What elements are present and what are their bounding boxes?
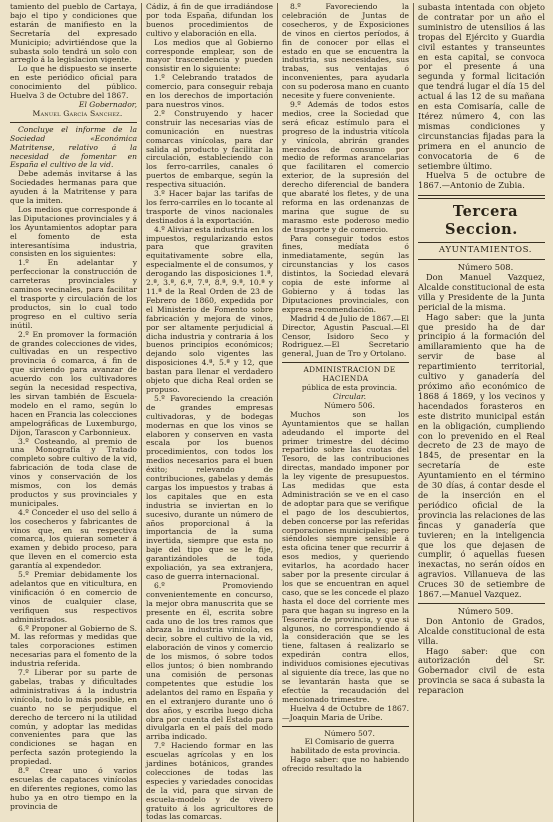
paragraph: Huelva 5 de octubre de 1867.—Antonio de Zubia. [418, 170, 545, 191]
column-2 [142, 3, 278, 822]
paragraph: tamiento del pueblo de Cartaya, bajo el tipo y condiciones que estarán de manifiesto en la Secretaría del expresado Municipio; advirtiéndose que la subasta solo tendrá un solo con arreglo á la legislacion vigente. [10, 2, 137, 65]
paragraph: 3.º Costeando, al premio de una Monografía y Tratado completo sobre cultivo de la vid, fabricación de toda clase de vinos y conservación de los mismos, con los demás productos y sus provinciales y municipales. [10, 436, 137, 508]
paragraph: Cádiz, á fin de que irradiándose por toda España, difundan los buenos procedimientos de cultivo y elaboración en ella. [146, 2, 273, 38]
paragraph: Los medios que corresponde á las Diputaciones provinciales y á los Ayuntamientos adoptar para el fomento de esta interesantísima industria, consisten en los siguientes: [10, 204, 137, 259]
section-subheading: pública de esta provincia. [301, 383, 398, 393]
paragraph: Para conseguir todos estos fines, medíata ó inmediatamente, según las circunstancias y los casos distintos, la Sociedad elevará copia de este informe al Gobierno y á todas las Diputaciones provinciales, con expresa recomendación. [282, 233, 409, 314]
paragraph: 9.º Además de todos estos medios, cree la Sociedad que será eficaz estímulo para el progreso de la industria vitícola y vinícola, abrirán grandes mercados de consumo por medio de reformas arancelarias que facilitaren el comercio exterior, de la supresión del derecho diferencial de bandera que abaraté los fletes, y de una reforma en las ordenanzas de marina que sugue de su marasmo este poderoso medio de trasporte y de comercio. [282, 99, 409, 234]
paragraph: 7.º Liberar por su parte de gabelas, trabas y dificultades administrativas á la industria vinícola, todo lo más posible, en cuanto no se perjudique el derecho de tercero ni la utilidad común, y adoptar las medidas convenientes para que las condiciones se hagan en perfecta sazón protegiendo la propiedad. [10, 668, 137, 767]
article-heading: Concluye el informe de la Sociedad «Económica Matritense, relativo á la necesidad de fomentar en España el cultivo de la vid. [10, 124, 137, 170]
paragraph: 5.º Premiar debidamente los adelantos que en viticultura, en vinificación ó en comercio de vinos de cualquier clase, verifiquen sus respectivos administrados. [10, 570, 137, 624]
notice-number: Número 507. [324, 728, 375, 738]
notice-number: Número 509. [457, 605, 514, 616]
paragraph: 7.º Haciendo formar en las escuelas agrícolas y en los jardines botánicos, grandes colecciones de todas las especies y variedades conocidas de la vid, para que sirvan de escuela-modelo y de vivero gratuito á los agricultores de todas las comarcas. [146, 741, 273, 822]
paragraph: Debe además invitarse á las Sociedades hermanas para que ayuden á la Matritense y para que la imiten. [10, 169, 137, 206]
paragraph: Hago saber: que con autorización del Sr. Gobernador civil de esta provincia se saca á subasta la reparacion [418, 645, 545, 696]
divider [282, 362, 409, 363]
paragraph: 6.º Proponer al Gobierno de S. M. las reformas y medidas que tales corporaciones estimen necesarias para el fomento de la industria referida. [10, 623, 137, 669]
column-1 [6, 3, 142, 822]
paragraph: Huelva 4 de Octubre de 1867.—Joaquin Maria de Uribe. [282, 703, 409, 722]
section-type: Circular. [332, 391, 367, 401]
signature-role: El Gobernador, [78, 99, 137, 109]
paragraph: 1.º En adelantar y perfeccionar la construcción de carreteras provinciales y caminos vecinales, para facilitar el trasporte y circulación de los productos, sin lo cual todo progreso en el cultivo sería inútil. [10, 258, 137, 330]
paragraph: Hago saber: que no habiendo ofrecido resultado la [282, 755, 409, 774]
divider [10, 122, 137, 123]
paragraph: Don Manuel Vazquez, Alcalde constitucional de esta villa y Presidente de la Junta pericial de la misma. [418, 272, 545, 312]
paragraph: Hago saber: que la junta que presido ha de dar principio á la formación del amillaramiento que ha de servir de base al repartimiento territorial, cultivo y ganadería del próximo año económico de 1868 á 1869, y los vecinos y hacendados forasteros en este distrito municipal están en la obligación, cumpliendo con lo prevenido en el Real decreto de 23 de mayo de 1845, de presentar en la secretaría de este Ayuntamiento en el término de 30 días, á contar desde el de la inserción en el periódico oficial de la provincia las relaciones de las fincas y ganadería que tuvieren; en la inteligencia que los que dejasen de cumplir, ó aquellas fuesen inexactas, no serán oídos en agravios. Villanueva de las Cruces 30 de setiembre de 1867.—Manuel Vazquez. [418, 311, 545, 600]
divider [418, 603, 545, 604]
paragraph: 3.º Hacer bajar las tarifas de los ferro-carriles en lo tocante al trasporte de vinos nacionales destinados á la exportación. [146, 189, 273, 225]
paragraph: Muchos son los Ayuntamientos que se hallan adeudando el importe del primer trimestre del décimo repartido sobre las cuotas del Tesoro, de las contribuciones directas, mandado imponer por la ley vigente de presupuestos. Las medidas que esta Administración se ve en el caso de adoptar para que se verifique el pago de los descubiertos, deben concerse por las referidas corporaciones municipales; pero siéndoles siempre sensible á esta oficina tener que recurrir á esos medios, y queriendo evitarlos, ha acordado hacer saber por la presente circular á los que se encuentran en aquel caso, que se les concede el plazo hasta el doce del corriente mes para que hagan su ingreso en la Tesorería de provincia, y que si algunos, no correspondiendo á la consideración que se les tiene, faltasen á realizarlo se expedirán contra ellos, individuos comisiones ejecutivas al siguiente día trece, las que no se levantarán hasta que se efectúe la recaudación del mencionado trimestre. [282, 409, 409, 704]
signature-name: Manuel García Sanchez. [32, 108, 123, 118]
paragraph: 2.º En promover la formación de grandes colecciones de vides, cultivadas en un respectivo provincia ó comarca, á fin de que sirviendo para avanzar de acuerdo con los cultivadores según la necesidad respectiva, les sirvan también de Escuela-modelo en el ramo, según lo hacen en Francia las colecciones ampelográficas de Luxemburgo, Dijon, Tarascon y Carbonnieux. [10, 329, 138, 437]
paragraph: subasta intentada con objeto de contratar por un año el suministro de utensilios á las tropas del Ejército y Guardia civil estantes y transeuntes en esta capital, se convoca por el presente á una segunda y formal licitación que tendrá lugar el día 15 del actual á las 12 de su mañana en esta Comisaría, calle de Itérez número 4, con las mismas condiciones y circunstancias fijadas para la primera en el anuncio de convocatoria de 6 de setiembre último. [418, 2, 545, 171]
paragraph: 1.º Celebrando tratados de comercio, para conseguir rebaja en los derechos de importación para nuestros vinos. [146, 73, 273, 109]
column-3 [278, 3, 414, 822]
paragraph: 8.º Favoreciendo la celebración de Juntas de cosecheros, y de Exposiciones de vinos en ciertos períodos, á fin de conocer por ellas el estado en que se encuentra la industria, sus necesidades, sus trabas, sus ventajas ó inconvenientes, para ayudarla con su poderosa mano en cuanto necesite y fuere conveniente. [282, 2, 409, 101]
notice-number: Número 508. [457, 262, 514, 273]
paragraph: 4.º Aliviar esta industria en los impuestos, regularizando estos para que graviten equitativamente sobre ella, especialmente el de consumos, y derogando las disposiciones 1.ª, 2.ª, 3.ª, 6.ª, 7.ª, 8.ª, 9.ª, 10.ª y 11.ª de la Real Orden de 23 de Febrero de 1860, expedida por el Ministerio de Fomento sobre fabricación y mejora de vinos, por ser altamente perjudicial á dicha industria y contraria á los buenos principios económicos; dejando solo vigentes las disposiciones 4.ª, 5.ª y 12, que bastan para llenar el verdadero objeto que dicha Real orden se propuso. [146, 224, 273, 394]
paragraph: 8.º Crear uno ó varios escuelas de capataces vinícolas en diferentes regiones, como las hubo ya en otro tiempo en la provincia de [10, 766, 137, 811]
paragraph: 6.º Promoviendo convenientemente en concurso, la mejor obra manuscrita que se presente en él, escrita sobre cada uno de los tres ramos que abraza la industria vinícola, es decir, sobre el cultivo de la vid, elaboración de vinos y comercio de los mismos, ó sobre todos ellos juntos; ó bien nombrando una comisión de personas competentes que estudie los adelantos del ramo en España y en el extranjero durante uno ó dos años, y escriba luego dicha obra por cuenta del Estado para divulgarla en el país del modo arriba indicado. [146, 580, 273, 742]
notice-heading: El Comisario de guerra habilitado de esta provincia. [290, 737, 401, 756]
column-4 [414, 3, 549, 822]
paragraph: 4.º Conceder el uso del sello á los cosecheros y fabricantes de vinos que, en su respectiva comarca, los quieran someter á examen y debido proceso, para que lleven en el comercio esta garantía al expendedor. [10, 507, 137, 571]
section-title: Tercera Seccion. [445, 203, 519, 239]
divider [418, 242, 545, 243]
divider [418, 259, 545, 260]
paragraph: 5.º Favoreciendo la creación de grandes empresas cultivadoras, y de bodegas modernas en que los vinos se elaboren y conserven en vasta escala por los buenos procedimientos, con todos los medios necesarios para el buen éxito; relevando de contribuciones, gabelas y demás cargas los impuestos y trabas á los capitales que en esta industria se inviertan en lo sucesivo, durante un número de años proporcional á la importancia de la suma invertida, siempre que esta no baje del tipo que se le fije, garantizándoles de toda expoliación, ya sea extranjera, caso de guerra internacional. [146, 393, 273, 581]
divider [282, 726, 409, 727]
section-rule [418, 195, 545, 199]
paragraph: Don Antonio de Grados, Alcalde constitucional de esta villa. [418, 615, 545, 646]
paragraph: 2.º Construyendo y hacer construir las necesarias vías de comunicación en nuestras comarcas vinícolas, para dar salida al producto y facilitar la circulación, estableciendo con los ferro-carriles, canales ó puertos de embarque, según la respectiva situación. [146, 108, 273, 190]
section-heading: ADMINISTRACION DE HACIENDA [303, 365, 396, 384]
section-heading: AYUNTAMIENTOS. [438, 245, 533, 256]
paragraph: Madrid 4 de Julio de 1867.—El Director, Agustin Pascual.—El Censor, Isidoro Seco y Rodriguez.—El Secretario general, Juan de Tro y Ortolano. [282, 313, 409, 359]
paragraph: Lo que he dispuesto se inserte en este periódico oficial para conocimiento del público. Huelva 3 de Octubre del 1867. [10, 64, 137, 101]
notice-number: Número 506. [324, 400, 375, 410]
paragraph: Los medios que al Gobierno corresponde emplear, son de mayor trascendencia y pueden consistir en lo siguiente: [146, 37, 273, 74]
